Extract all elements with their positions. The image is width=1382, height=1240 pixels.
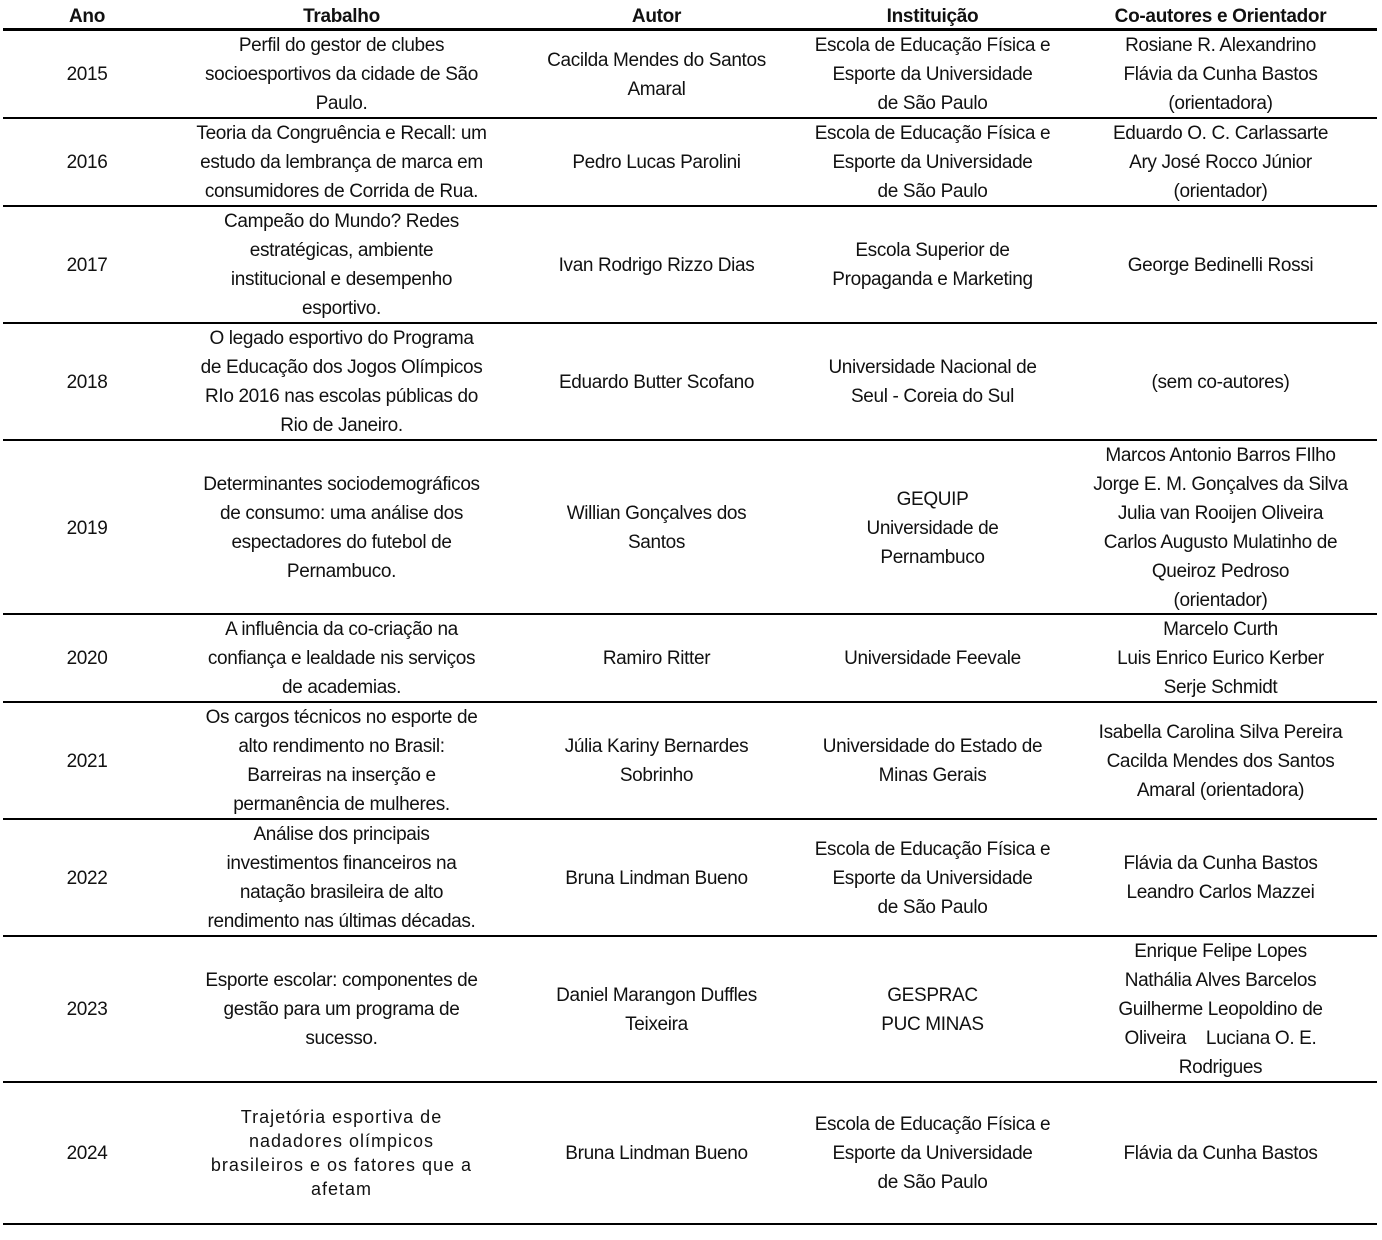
cell-trabalho-line: Paulo. (315, 93, 368, 114)
cell-autor (512, 615, 801, 702)
cell-trabalho-line: consumidores de Corrida de Rua. (204, 181, 479, 202)
cell-instituicao-line: GEQUIP (896, 488, 969, 510)
header-ano: Ano (68, 6, 106, 27)
cell-instituicao-line: Universidade do Estado de (822, 736, 1043, 757)
cell-trabalho-line: estudo da lembrança de marca em (200, 152, 483, 173)
cell-coautores-line: Cacilda Mendes dos Santos (1106, 750, 1335, 772)
cell-trabalho-line: investimentos financeiros na (226, 853, 457, 874)
cell-coautores-line: Enrique Felipe Lopes (1134, 941, 1307, 962)
cell-instituicao (801, 324, 1064, 440)
cell-coautores-line: Serje Schmidt (1163, 677, 1278, 698)
cell-coautores-line: (orientadora) (1168, 93, 1273, 114)
cell-instituicao-line: GESPRAC (887, 984, 978, 1006)
cell-autor-line: Santos (627, 532, 686, 553)
cell-coautores (1064, 441, 1377, 615)
cell-instituicao-line: de São Paulo (877, 93, 988, 114)
table-body (3, 31, 1377, 1225)
cell-coautores-line: Flávia da Cunha Bastos (1123, 853, 1318, 874)
cell-instituicao-line: Pernambuco (880, 546, 985, 568)
cell-autor-line: Sobrinho (619, 765, 694, 786)
table-row (3, 207, 1377, 324)
table-row (3, 324, 1377, 441)
cell-autor-line: Ramiro Ritter (602, 648, 711, 669)
cell-coautores (1064, 820, 1377, 936)
cell-coautores-line: Marcelo Curth (1163, 619, 1278, 640)
cell-instituicao-line: Universidade Nacional de (828, 357, 1037, 378)
cell-coautores-line: Rodrigues (1178, 1057, 1263, 1078)
cell-coautores (1064, 1083, 1377, 1223)
table-row (3, 937, 1377, 1083)
cell-autor-line: Bruna Lindman Bueno (565, 1142, 748, 1164)
cell-trabalho-line: Rio de Janeiro. (280, 415, 403, 436)
header-autor: Autor (631, 6, 682, 27)
cell-coautores-line: George Bedinelli Rossi (1127, 254, 1314, 276)
table-row (3, 1083, 1377, 1225)
cell-trabalho (171, 937, 512, 1082)
cell-trabalho-line: afetam (310, 1179, 372, 1199)
cell-coautores-line: (orientador) (1173, 181, 1268, 202)
cell-coautores (1064, 615, 1377, 702)
cell-coautores-line: (orientador) (1173, 590, 1268, 611)
cell-instituicao (801, 1083, 1064, 1223)
cell-ano: 2017 (66, 254, 108, 276)
cell-instituicao (801, 207, 1064, 323)
cell-trabalho-line: de academias. (281, 677, 402, 698)
cell-trabalho (171, 324, 512, 440)
cell-instituicao-line: Escola de Educação Física e (814, 1113, 1051, 1135)
cell-trabalho-line: de Educação dos Jogos Olímpicos (200, 357, 483, 378)
cell-trabalho-line: gestão para um programa de (223, 999, 460, 1020)
cell-instituicao-line: Esporte da Universidade (832, 152, 1033, 173)
cell-autor (512, 324, 801, 440)
cell-ano: 2023 (66, 999, 108, 1020)
cell-instituicao (801, 937, 1064, 1082)
table-row (3, 615, 1377, 703)
table-row (3, 820, 1377, 937)
cell-trabalho-line: Os cargos técnicos no esporte de (205, 707, 478, 728)
cell-coautores-line: Jorge E. M. Gonçalves da Silva (1093, 474, 1348, 495)
cell-trabalho-line: institucional e desempenho (230, 269, 453, 290)
cell-coautores-line: Leandro Carlos Mazzei (1126, 882, 1315, 903)
cell-coautores-line: Flávia da Cunha Bastos (1123, 64, 1318, 85)
cell-trabalho-line: brasileiros e os fatores que a (210, 1155, 473, 1175)
cell-autor-line: Teixeira (625, 1013, 688, 1035)
theses-table (3, 0, 1377, 1225)
cell-coautores (1064, 324, 1377, 440)
cell-instituicao (801, 31, 1064, 118)
cell-coautores-line: Amaral (orientadora) (1136, 779, 1305, 801)
cell-instituicao-line: Universidade de (866, 517, 999, 539)
cell-coautores (1064, 119, 1377, 206)
cell-ano: 2020 (66, 648, 108, 669)
table-row (3, 31, 1377, 119)
cell-instituicao-line: Minas Gerais (878, 765, 987, 786)
cell-trabalho-line: RIo 2016 nas escolas públicas do (205, 386, 478, 407)
cell-instituicao-line: de São Paulo (877, 896, 988, 918)
cell-autor-line: Cacilda Mendes do Santos (547, 49, 766, 71)
cell-coautores-line: Flávia da Cunha Bastos (1123, 1142, 1318, 1164)
cell-trabalho-line: Campeão do Mundo? Redes (224, 211, 459, 232)
cell-coautores-line: Oliveira Luciana O. E. (1124, 1028, 1317, 1049)
cell-ano: 2021 (66, 750, 108, 772)
cell-autor (512, 31, 801, 118)
cell-coautores-line: Guilherme Leopoldino de (1118, 999, 1323, 1020)
cell-coautores-line: Carlos Augusto Mulatinho de (1103, 532, 1338, 553)
cell-coautores-line: Eduardo O. C. Carlassarte (1112, 123, 1329, 144)
cell-trabalho (171, 820, 512, 936)
cell-trabalho-line: Pernambuco. (286, 561, 397, 582)
cell-trabalho-line: permanência de mulheres. (233, 794, 450, 815)
cell-trabalho-line: sucesso. (305, 1028, 378, 1049)
cell-ano: 2018 (66, 371, 108, 393)
table-row (3, 119, 1377, 207)
cell-trabalho-line: estratégicas, ambiente (249, 240, 434, 261)
cell-instituicao-line: Escola de Educação Física e (814, 123, 1051, 144)
cell-ano: 2022 (66, 867, 108, 889)
cell-autor-line: Bruna Lindman Bueno (565, 867, 748, 889)
cell-trabalho (171, 615, 512, 702)
cell-trabalho-line: esportivo. (302, 298, 381, 319)
cell-trabalho (171, 31, 512, 118)
cell-coautores-line: Queiroz Pedroso (1151, 561, 1290, 582)
cell-instituicao-line: Seul - Coreia do Sul (850, 386, 1015, 407)
cell-trabalho (171, 207, 512, 323)
cell-trabalho-line: Esporte escolar: componentes de (205, 970, 478, 991)
cell-instituicao (801, 703, 1064, 819)
cell-coautores-line: Julia van Rooijen Oliveira (1117, 503, 1324, 524)
table-row (3, 441, 1377, 615)
cell-autor (512, 207, 801, 323)
cell-trabalho-line: alto rendimento no Brasil: (238, 736, 445, 757)
cell-autor (512, 937, 801, 1082)
cell-trabalho-line: Perfil do gestor de clubes (238, 35, 445, 56)
cell-coautores (1064, 31, 1377, 118)
cell-coautores-line: Luis Enrico Eurico Kerber (1117, 648, 1324, 669)
cell-coautores (1064, 703, 1377, 819)
cell-autor-line: Júlia Kariny Bernardes (564, 736, 749, 757)
cell-coautores (1064, 937, 1377, 1082)
cell-instituicao (801, 441, 1064, 615)
cell-coautores-line: Nathália Alves Barcelos (1124, 970, 1317, 991)
cell-trabalho-line: Teoria da Congruência e Recall: um (196, 123, 487, 144)
header-trabalho: Trabalho (303, 6, 380, 27)
cell-autor-line: Willian Gonçalves dos (566, 503, 747, 524)
cell-trabalho-line: espectadores do futebol de (231, 532, 452, 553)
cell-instituicao (801, 119, 1064, 206)
cell-coautores-line: Ary José Rocco Júnior (1129, 152, 1312, 173)
cell-instituicao-line: de São Paulo (877, 1171, 988, 1193)
cell-trabalho-line: nadadores olímpicos (248, 1131, 435, 1151)
cell-trabalho-line: Análise dos principais (253, 824, 430, 845)
cell-trabalho (171, 119, 512, 206)
cell-instituicao (801, 615, 1064, 702)
cell-coautores-line: Rosiane R. Alexandrino (1125, 35, 1316, 56)
cell-instituicao-line: Esporte da Universidade (832, 64, 1033, 85)
header-coautores: Co-autores e Orientador (1114, 6, 1327, 27)
cell-instituicao-line: PUC MINAS (881, 1013, 984, 1035)
cell-trabalho-line: socioesportivos da cidade de São (205, 64, 478, 85)
cell-autor-line: Ivan Rodrigo Rizzo Dias (558, 254, 755, 276)
cell-trabalho-line: Determinantes sociodemográficos (203, 474, 480, 495)
cell-instituicao-line: Universidade Feevale (844, 648, 1021, 669)
cell-trabalho-line: Trajetória esportiva de (240, 1107, 443, 1127)
cell-instituicao-line: Esporte da Universidade (832, 867, 1033, 889)
table-row (3, 703, 1377, 820)
cell-instituicao-line: Escola de Educação Física e (814, 838, 1051, 860)
cell-autor (512, 441, 801, 615)
cell-instituicao-line: Escola de Educação Física e (814, 35, 1051, 56)
cell-autor-line: Daniel Marangon Duffles (556, 984, 757, 1006)
cell-autor (512, 820, 801, 936)
cell-autor (512, 1083, 801, 1223)
cell-instituicao (801, 820, 1064, 936)
cell-ano: 2019 (66, 517, 108, 539)
cell-ano: 2024 (66, 1142, 108, 1164)
cell-autor-line: Pedro Lucas Parolini (572, 152, 741, 173)
cell-instituicao-line: de São Paulo (877, 181, 988, 202)
cell-trabalho (171, 1083, 512, 1223)
cell-coautores-line: Marcos Antonio Barros FIlho (1105, 445, 1336, 466)
cell-trabalho-line: O legado esportivo do Programa (209, 328, 474, 349)
cell-trabalho (171, 703, 512, 819)
cell-trabalho (171, 441, 512, 615)
cell-trabalho-line: de consumo: uma análise dos (220, 503, 463, 524)
cell-trabalho-line: A influência da co-criação na (225, 619, 458, 640)
header-instituicao: Instituição (886, 6, 979, 27)
cell-autor (512, 703, 801, 819)
cell-coautores-line: Isabella Carolina Silva Pereira (1098, 721, 1343, 743)
cell-autor-line: Eduardo Butter Scofano (558, 371, 755, 393)
cell-instituicao-line: Escola Superior de (855, 240, 1010, 261)
cell-ano: 2016 (66, 152, 108, 173)
cell-trabalho-line: rendimento nas últimas décadas. (207, 911, 476, 932)
cell-instituicao-line: Esporte da Universidade (832, 1142, 1033, 1164)
cell-instituicao-line: Propaganda e Marketing (832, 269, 1033, 290)
cell-coautores-line: (sem co-autores) (1151, 371, 1290, 393)
cell-trabalho-line: natação brasileira de alto (239, 882, 444, 903)
cell-coautores (1064, 207, 1377, 323)
cell-ano: 2015 (66, 64, 108, 85)
cell-trabalho-line: confiança e lealdade nis serviços (207, 648, 476, 669)
cell-autor (512, 119, 801, 206)
table-header (3, 0, 1377, 31)
cell-trabalho-line: Barreiras na inserção e (247, 765, 436, 786)
cell-autor-line: Amaral (627, 78, 686, 100)
